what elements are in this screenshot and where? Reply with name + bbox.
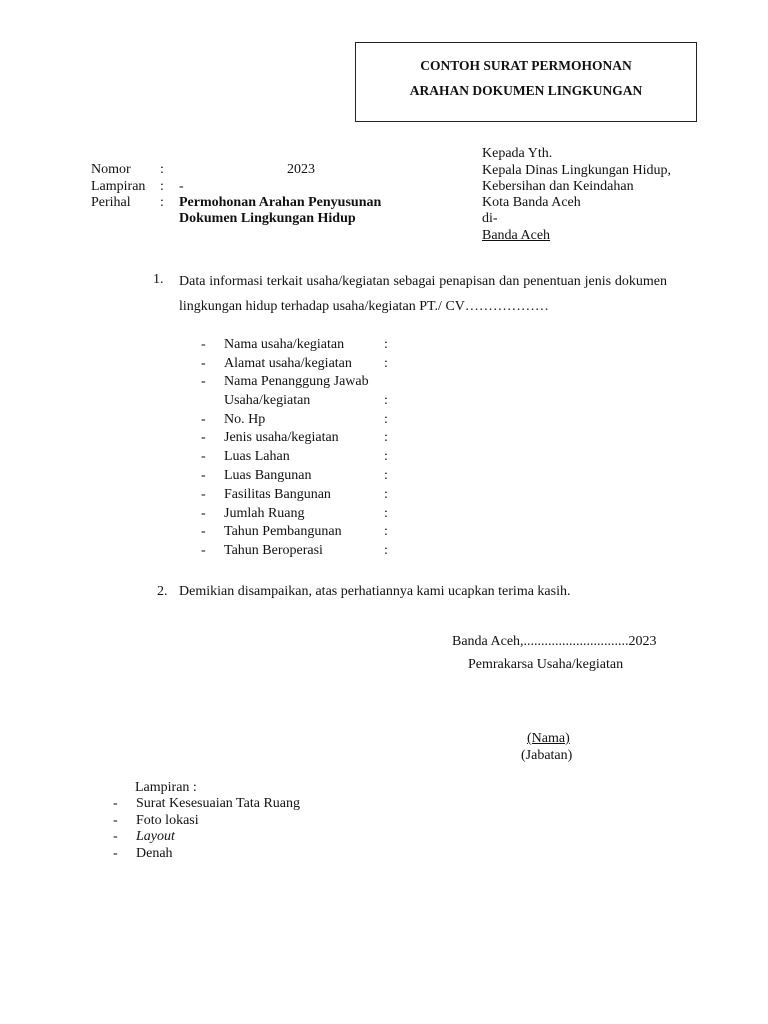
signature-name: (Nama) (527, 731, 570, 746)
field-label: Jenis usaha/kegiatan (224, 430, 339, 445)
section-1-text: Data informasi terkait usaha/kegiatan sebagai penapisan dan penentuan jenis dokumen lingkungan hidup terhadap usaha/kegiatan PT./ CV……………… (179, 274, 667, 314)
attachment-dash: - (113, 796, 118, 811)
field-dash: - (201, 337, 206, 352)
recipient-line-2: Kepala Dinas Lingkungan Hidup, (482, 163, 671, 178)
section-1-number: 1. (153, 272, 164, 287)
field-colon: : (384, 543, 388, 558)
section-2-text: Demikian disampaikan, atas perhatiannya kami ucapkan terima kasih. (179, 584, 571, 599)
field-dash: - (201, 449, 206, 464)
attachment-dash: - (113, 846, 118, 861)
field-colon: : (384, 524, 388, 539)
nomor-colon: : (160, 162, 164, 177)
lampiran-value: - (179, 179, 184, 194)
signature-place-date: Banda Aceh,..............................2023 (452, 634, 657, 649)
lampiran-label: Lampiran (91, 179, 146, 194)
field-colon: : (384, 337, 388, 352)
field-dash: - (201, 356, 206, 371)
field-dash: - (201, 412, 206, 427)
section-2-number: 2. (157, 584, 168, 599)
attachment-item: Layout (136, 829, 175, 844)
field-colon: : (384, 393, 388, 408)
title-line-2: ARAHAN DOKUMEN LINGKUNGAN (409, 83, 643, 98)
recipient-line-3: Kebersihan dan Keindahan (482, 179, 634, 194)
perihal-colon: : (160, 195, 164, 210)
recipient-line-5: di- (482, 211, 498, 226)
field-label: Fasilitas Bangunan (224, 487, 331, 502)
field-colon: : (384, 468, 388, 483)
attachment-item: Surat Kesesuaian Tata Ruang (136, 796, 300, 811)
field-label: Tahun Beroperasi (224, 543, 323, 558)
attachment-dash: - (113, 813, 118, 828)
field-colon: : (384, 430, 388, 445)
attachment-item: Foto lokasi (136, 813, 199, 828)
field-dash: - (201, 506, 206, 521)
field-label: Tahun Pembangunan (224, 524, 342, 539)
attachment-dash: - (113, 829, 118, 844)
field-dash: - (201, 374, 206, 389)
field-label: Nama usaha/kegiatan (224, 337, 345, 352)
perihal-line-2: Dokumen Lingkungan Hidup (179, 211, 356, 226)
field-colon: : (384, 356, 388, 371)
perihal-line-1: Permohonan Arahan Penyusunan (179, 195, 382, 210)
title-line-1: CONTOH SURAT PERMOHONAN (420, 58, 632, 73)
nomor-label: Nomor (91, 162, 131, 177)
field-label: Luas Lahan (224, 449, 290, 464)
field-dash: - (201, 543, 206, 558)
field-colon: : (384, 412, 388, 427)
field-dash: - (201, 430, 206, 445)
nomor-value: 2023 (287, 162, 315, 177)
field-dash: - (201, 468, 206, 483)
field-dash: - (201, 524, 206, 539)
recipient-line-1: Kepada Yth. (482, 146, 553, 161)
perihal-label: Perihal (91, 195, 131, 210)
lampiran-colon: : (160, 179, 164, 194)
signature-position: (Jabatan) (521, 748, 573, 763)
field-label: Alamat usaha/kegiatan (224, 356, 352, 371)
field-label: Usaha/kegiatan (224, 393, 311, 408)
field-colon: : (384, 487, 388, 502)
field-label: Luas Bangunan (224, 468, 312, 483)
field-label: Jumlah Ruang (224, 506, 305, 521)
recipient-line-6: Banda Aceh (482, 228, 551, 243)
document-title-box (355, 42, 697, 122)
field-dash: - (201, 487, 206, 502)
attachments-heading: Lampiran : (135, 780, 197, 795)
recipient-line-4: Kota Banda Aceh (482, 195, 581, 210)
field-label: Nama Penanggung Jawab (224, 374, 369, 389)
field-colon: : (384, 449, 388, 464)
field-colon: : (384, 506, 388, 521)
field-label: No. Hp (224, 412, 266, 427)
attachment-item: Denah (136, 846, 173, 861)
signature-role: Pemrakarsa Usaha/kegiatan (468, 657, 624, 672)
